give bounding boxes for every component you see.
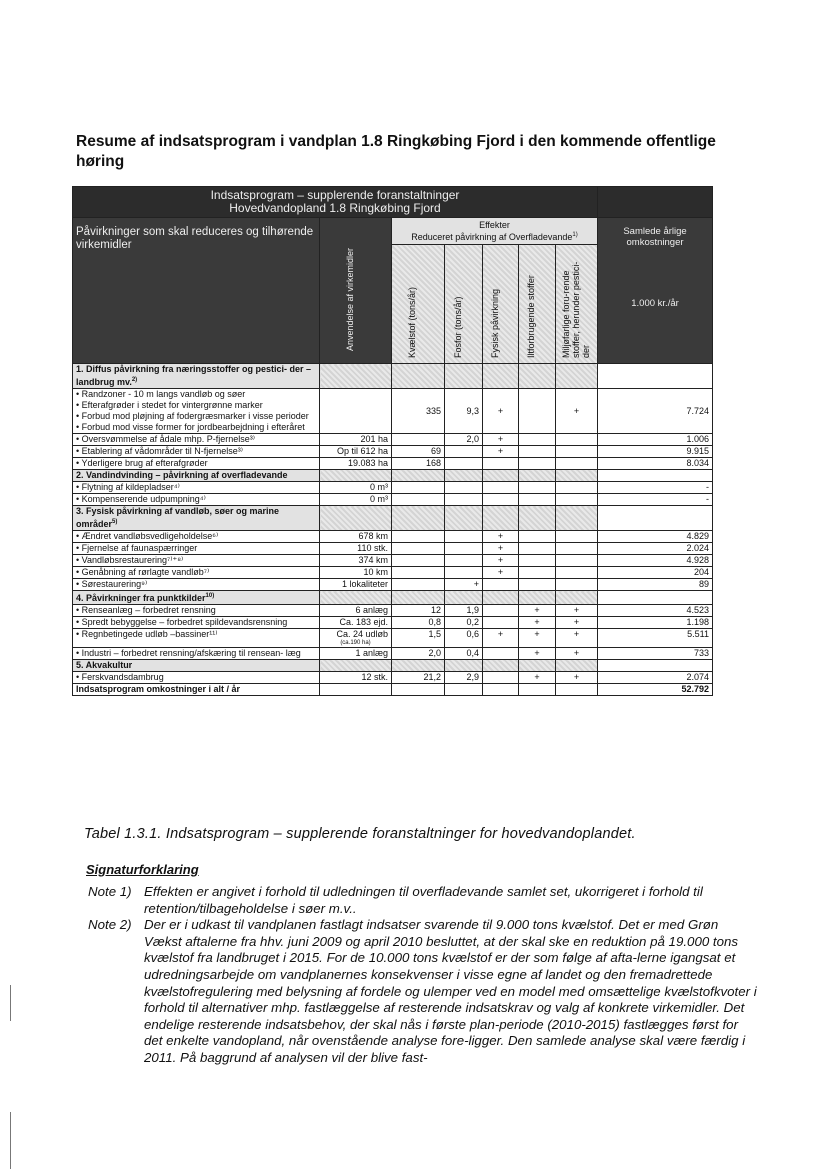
measure-list [76,494,316,505]
physical-cell: + [483,543,519,555]
application-cell [320,617,392,629]
oxygen-cell [519,389,556,434]
table-row [73,617,713,629]
nitrogen-cell: 0,8 [392,617,445,629]
section-fill [320,470,392,482]
total-blank-1 [320,684,392,696]
measure-list [76,579,316,590]
nitrogen-cell: 168 [392,458,445,470]
physical-cell [483,458,519,470]
section-fill [445,660,483,672]
physical-cell: + [483,434,519,446]
measure-item: • Regnbetingede udløb –bassiner¹¹⁾ [76,629,316,640]
section-fill [556,470,598,482]
section-fill [519,506,556,531]
physical-cell [483,579,519,591]
phosphorus-cell: 0,4 [445,648,483,660]
application-cell [320,458,392,470]
measure-item: • Forbud mod visse former for jordbearbejdning i efteråret [76,422,316,433]
table-row [73,579,713,591]
oxygen-cell [519,567,556,579]
cost-cell: 1.198 [598,617,713,629]
note-item [88,917,758,1066]
measure-item: • Flytning af kildepladser⁴⁾ [76,482,316,493]
cost-cell: 733 [598,648,713,660]
hazardous-cell: + [556,648,598,660]
measure-item: • Spredt bebyggelse – forbedret spildevandsrensning [76,617,316,628]
measure-cell [73,482,320,494]
header-cost [598,218,713,364]
header-effects-label: Effekter Reduceret påvirkning af Overfladevande [411,220,573,242]
section-fill [519,470,556,482]
section-fill [556,506,598,531]
total-blank-6 [556,684,598,696]
measure-list [76,629,316,640]
application-value: 201 ha [360,434,388,444]
hazardous-cell [556,531,598,543]
application-cell [320,672,392,684]
oxygen-cell [519,446,556,458]
section-title-text: 3. Fysisk påvirkning af vandløb, søer og marine områder [76,506,280,529]
measure-cell [73,494,320,506]
total-value: 52.792 [598,684,713,696]
application-value: Ca. 24 udløb [336,629,388,639]
cost-cell: 7.724 [598,389,713,434]
note-label: Note 2) [88,917,132,933]
application-cell [320,605,392,617]
measure-item: • Sørestaurering⁹⁾ [76,579,316,590]
header-effects [392,218,598,245]
physical-cell [483,672,519,684]
section-fill [392,364,445,389]
section-fill [519,591,556,605]
subheader-label-4: Miljøfarlige foru-rende stoffer, herunder pestici-der [560,261,591,358]
application-cell [320,629,392,648]
table-row [73,446,713,458]
measure-cell [73,434,320,446]
cost-cell: 204 [598,567,713,579]
oxygen-cell [519,494,556,506]
section-fill [445,470,483,482]
nitrogen-cell: 335 [392,389,445,434]
measure-list [76,648,316,659]
measures-table-wrapper [72,186,712,696]
application-value: 678 km [358,531,388,541]
measure-item: • Etablering af vådområder til N-fjernelse³⁾ [76,446,316,457]
application-sub: (ca.190 ha) [340,640,371,646]
section-title [73,660,320,672]
oxygen-cell [519,531,556,543]
physical-cell [483,482,519,494]
section-footnote: 5) [112,519,118,525]
cost-cell: 8.034 [598,458,713,470]
oxygen-cell [519,482,556,494]
measure-cell [73,446,320,458]
section-fill [445,364,483,389]
section-fill [445,591,483,605]
phosphorus-cell: 2,9 [445,672,483,684]
measure-list [76,605,316,616]
header-cost-label: Samlede årlige omkostninger [623,226,687,248]
hazardous-cell [556,555,598,567]
subheader-label-3: Iltforbrugende stoffer [526,275,536,358]
margin-mark-1 [10,985,11,1021]
table-row [73,629,713,648]
section-fill [519,660,556,672]
margin-mark-2 [10,1112,11,1169]
phosphorus-cell: 0,2 [445,617,483,629]
measure-list [76,434,316,445]
phosphorus-cell: 9,3 [445,389,483,434]
page-title: Resume af indsatsprogram i vandplan 1.8 Ringkøbing Fjord i den kommende offentlige høring [76,133,716,170]
section-fill [392,470,445,482]
measure-item: • Efterafgrøder i stedet for vintergrønne marker [76,400,316,411]
subheader-1 [445,245,483,364]
measure-list [76,617,316,628]
measure-cell [73,672,320,684]
note-text: Der er i udkast til vandplanen fastlagt indsatser svarende til 9.000 tons kvælstof. Det er med Grøn Vækst aftalerne fra hhv. juni 2009 og april 2010 besluttet, at der skal ske en reduktion på 19.000 tons kvælstof fra landbruget i 2015. For de 10.000 tons kvælstof er der som følge af afta-lerne igangsat et udredningsarbejde om vandplanernes konsekvenser i visse egne af landet og den fremadrettede kvælstofregulering med belysning af fordele og ulemper ved en model med omsættelige kvælstofkvoter i forhold til alternativer mhp. fastlæggelse af resterende indsatskrav og valg af konkrete virkemidler. Det endelige resterende indsatsbehov, der skal nås i første plan-periode (2010-2015) fastlægges først for det enkelte vandopland, når ovenstående analyse fore-ligger. Den samlede analyse skal være færdig i 2011. På baggrund af analysen vil der blive fast- [144,917,757,1065]
section-title [73,470,320,482]
subheader-0 [392,245,445,364]
subheader-3 [519,245,556,364]
measure-list [76,567,316,578]
section-fill [483,591,519,605]
nitrogen-cell [392,482,445,494]
nitrogen-cell [392,531,445,543]
oxygen-cell [519,555,556,567]
banner-line-2: Hovedvandopland 1.8 Ringkøbing Fjord [229,201,441,215]
subheader-label-0: Kvælstof (tons/år) [407,286,417,358]
section-title-text: 4. Påvirkninger fra punktkilder [76,593,206,603]
total-blank-2 [392,684,445,696]
oxygen-cell: + [519,605,556,617]
signature-heading: Signaturforklaring [86,862,199,877]
measure-item: • Yderligere brug af efterafgrøder [76,458,316,469]
measure-list [76,543,316,554]
physical-cell: + [483,555,519,567]
section-row [73,470,713,482]
phosphorus-cell [445,555,483,567]
subheader-label-2: Fysisk påvirkning [489,288,500,358]
measure-item: • Vandløbsrestaurering⁷⁾⁺⁸⁾ [76,555,316,566]
application-cell [320,434,392,446]
hazardous-cell [556,543,598,555]
hazardous-cell [556,434,598,446]
nitrogen-cell [392,555,445,567]
hazardous-cell: + [556,605,598,617]
application-value: 19.083 ha [347,458,388,468]
hazardous-cell: + [556,389,598,434]
section-title-text: 5. Akvakultur [76,660,133,670]
measure-cell [73,567,320,579]
table-row [73,458,713,470]
application-cell [320,555,392,567]
section-fill [556,364,598,389]
cost-cell: 2.074 [598,672,713,684]
application-cell [320,494,392,506]
section-cost-blank [598,506,713,531]
section-fill [483,364,519,389]
measure-item: • Ferskvandsdambrug [76,672,316,683]
phosphorus-cell [445,494,483,506]
phosphorus-cell [445,543,483,555]
oxygen-cell: + [519,629,556,648]
application-cell [320,567,392,579]
section-cost-blank [598,364,713,389]
subheader-4 [556,245,598,364]
measure-item: • Forbud mod pløjning af fodergræsmarker i visse perioder [76,411,316,422]
subheader-2 [483,245,519,364]
oxygen-cell: + [519,617,556,629]
table-row [73,494,713,506]
subheader-label-1: Fosfor (tons/år) [452,296,463,358]
cost-cell: 1.006 [598,434,713,446]
table-row [73,543,713,555]
section-fill [519,364,556,389]
physical-cell [483,605,519,617]
section-fill [320,591,392,605]
cost-cell: 4.523 [598,605,713,617]
section-footnote: 2) [131,377,138,383]
application-cell [320,446,392,458]
nitrogen-cell: 12 [392,605,445,617]
table-row [73,567,713,579]
section-title-text: 1. Diffus påvirkning fra næringsstoffer og pestici- der – landbrug mv. [76,364,312,387]
oxygen-cell [519,543,556,555]
phosphorus-cell [445,482,483,494]
application-value: Ca. 183 ejd. [339,617,388,627]
application-cell [320,482,392,494]
measure-list [76,555,316,566]
application-value: 0 m³ [370,482,388,492]
oxygen-cell [519,434,556,446]
nitrogen-cell [392,434,445,446]
nitrogen-cell: 2,0 [392,648,445,660]
header-cost-unit: 1.000 kr./år [631,298,679,309]
phosphorus-cell: + [445,579,483,591]
section-fill [320,506,392,531]
application-value: 6 anlæg [355,605,388,615]
table-row [73,672,713,684]
measure-list [76,672,316,683]
phosphorus-cell [445,531,483,543]
section-fill [392,660,445,672]
nitrogen-cell [392,579,445,591]
table-row [73,434,713,446]
nitrogen-cell [392,494,445,506]
section-fill [445,506,483,531]
hazardous-cell [556,458,598,470]
application-value: 1 anlæg [355,648,388,658]
header-application-label: Anvendelse af virkemidler [344,247,355,351]
application-cell [320,648,392,660]
physical-cell: + [483,389,519,434]
table-row [73,605,713,617]
section-cost-blank [598,470,713,482]
total-blank-4 [483,684,519,696]
measure-cell [73,531,320,543]
application-value: 110 stk. [357,543,388,553]
banner-cost-blank [598,187,713,218]
section-title [73,591,320,605]
nitrogen-cell [392,543,445,555]
oxygen-cell [519,579,556,591]
section-row [73,506,713,531]
note-text: Effekten er angivet i forhold til udledningen til overfladevande samlet set, ukorrigeret i forhold til retention/tilbageholdelse i søer m.v.. [144,884,703,916]
phosphorus-cell: 2,0 [445,434,483,446]
nitrogen-cell: 1,5 [392,629,445,648]
cost-cell: - [598,494,713,506]
measure-list [76,458,316,469]
oxygen-cell: + [519,672,556,684]
section-fill [392,506,445,531]
measure-item: • Genåbning af rørlagte vandløb⁷⁾ [76,567,316,578]
application-value: 0 m³ [370,494,388,504]
hazardous-cell [556,579,598,591]
physical-cell: + [483,531,519,543]
physical-cell [483,617,519,629]
nitrogen-cell: 69 [392,446,445,458]
hazardous-cell [556,446,598,458]
section-fill [392,591,445,605]
header-effects-sup: 1) [572,232,578,238]
measure-cell [73,648,320,660]
measure-item: • Ændret vandløbsvedligeholdelse⁶⁾ [76,531,316,542]
measure-list [76,482,316,493]
application-value: Op til 612 ha [336,446,388,456]
header-pressures: Påvirkninger som skal reduceres og tilhørende virkemidler [73,218,320,364]
section-row [73,660,713,672]
section-cost-blank [598,591,713,605]
measure-cell [73,543,320,555]
physical-cell: + [483,567,519,579]
measure-list [76,446,316,457]
measure-list [76,389,316,433]
total-blank-3 [445,684,483,696]
cost-cell: - [598,482,713,494]
section-title-text: 2. Vandindvinding – påvirkning af overfladevande [76,470,288,480]
measures-table-body [73,364,713,684]
table-banner [73,187,598,218]
header-application [320,218,392,364]
application-cell [320,579,392,591]
application-value: 374 km [358,555,388,565]
measure-item: • Industri – forbedret rensning/afskæring til rensean- læg [76,648,316,659]
table-row [73,555,713,567]
section-fill [320,364,392,389]
phosphorus-cell: 1,9 [445,605,483,617]
nitrogen-cell: 21,2 [392,672,445,684]
hazardous-cell [556,482,598,494]
nitrogen-cell [392,567,445,579]
section-fill [556,660,598,672]
hazardous-cell: + [556,617,598,629]
phosphorus-cell [445,567,483,579]
table-row [73,482,713,494]
application-value: 12 stk. [361,672,388,682]
measure-cell [73,579,320,591]
table-row [73,389,713,434]
hazardous-cell [556,494,598,506]
measure-item: • Oversvømmelse af ådale mhp. P-fjernelse³⁾ [76,434,316,445]
banner-line-1: Indsatsprogram – supplerende foranstaltninger [210,188,460,202]
section-title [73,506,320,531]
notes-section [88,884,758,1067]
oxygen-cell [519,458,556,470]
table-row [73,648,713,660]
hazardous-cell: + [556,629,598,648]
section-fill [483,470,519,482]
measure-item: • Renseanlæg – forbedret rensning [76,605,316,616]
measure-cell [73,458,320,470]
section-title [73,364,320,389]
measure-item: • Randzoner - 10 m langs vandløb og søer [76,389,316,400]
section-fill [556,591,598,605]
section-row [73,364,713,389]
section-footnote: 10) [205,593,215,599]
measure-cell [73,629,320,648]
physical-cell: + [483,629,519,648]
note-label: Note 1) [88,884,132,899]
measure-cell [73,389,320,434]
cost-cell: 4.928 [598,555,713,567]
hazardous-cell: + [556,672,598,684]
section-cost-blank [598,660,713,672]
measure-cell [73,617,320,629]
section-fill [483,506,519,531]
total-label: Indsatsprogram omkostninger i alt / år [73,684,320,696]
phosphorus-cell [445,446,483,458]
physical-cell: + [483,446,519,458]
section-fill [483,660,519,672]
physical-cell [483,494,519,506]
total-blank-5 [519,684,556,696]
application-value: 1 lokaliteter [341,579,388,589]
section-fill [320,660,392,672]
measure-item: • Kompenserende udpumpning⁴⁾ [76,494,316,505]
physical-cell [483,648,519,660]
phosphorus-cell: 0,6 [445,629,483,648]
table-caption: Tabel 1.3.1. Indsatsprogram – supplerende foranstaltninger for hovedvandoplandet. [84,826,636,842]
measure-item: • Fjernelse af faunaspærringer [76,543,316,554]
oxygen-cell: + [519,648,556,660]
measure-cell [73,555,320,567]
cost-cell: 89 [598,579,713,591]
phosphorus-cell [445,458,483,470]
application-cell [320,543,392,555]
measures-table [72,186,713,696]
application-cell [320,531,392,543]
table-row [73,531,713,543]
measure-cell [73,605,320,617]
cost-cell: 5.511 [598,629,713,648]
cost-cell: 4.829 [598,531,713,543]
application-cell [320,389,392,434]
cost-cell: 2.024 [598,543,713,555]
note-item [88,884,758,917]
measure-list [76,531,316,542]
application-value: 10 km [363,567,388,577]
cost-cell: 9.915 [598,446,713,458]
hazardous-cell [556,567,598,579]
section-row [73,591,713,605]
